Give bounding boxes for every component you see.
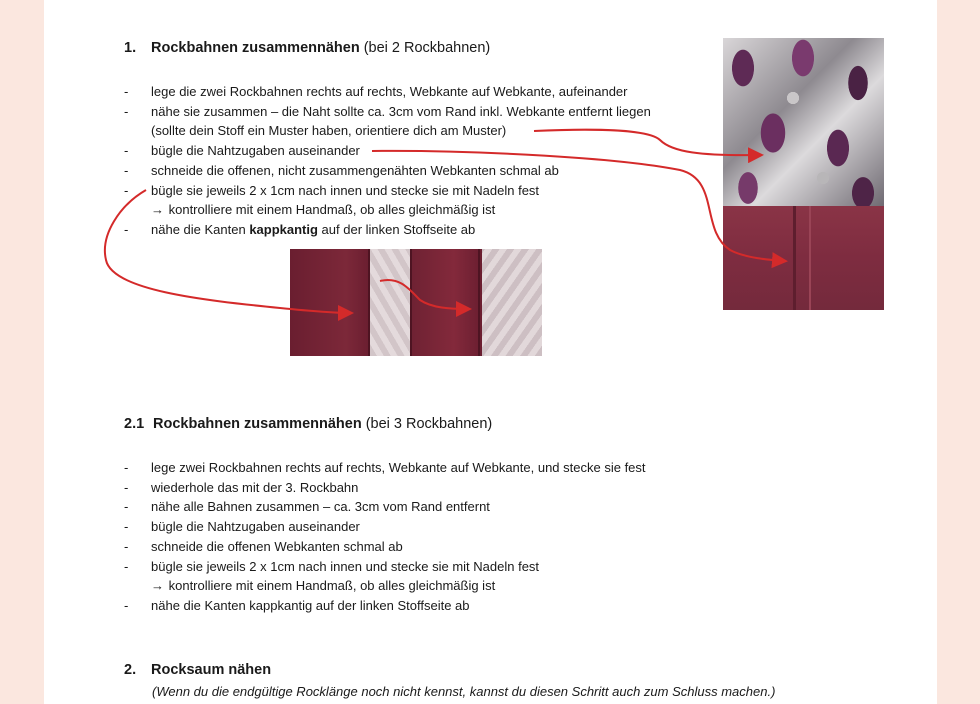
fabric-seam-photo bbox=[723, 38, 884, 310]
list-item: - nähe sie zusammen – die Naht sollte ca. 3cm vom Rand inkl. Webkante entfernt liegen bbox=[124, 103, 651, 119]
section-1-title-bold: Rockbahnen zusammennähen bbox=[151, 40, 360, 56]
list-item-check: → kontrolliere mit einem Handmaß, ob alles gleichmäßig ist bbox=[124, 576, 646, 596]
list-item: - nähe die Kanten kappkantig auf der linken Stoffseite ab bbox=[124, 221, 476, 237]
right-arrow-icon: → bbox=[151, 202, 164, 218]
list-item-continuation: (solltе dein Stoff ein Muster haben, orientiere dich am Muster) bbox=[151, 123, 507, 139]
section-2-1-title-bold: Rockbahnen zusammennähen bbox=[153, 416, 362, 432]
flat-felled-seam-photo bbox=[290, 249, 542, 356]
section-2-1-number: 2.1 bbox=[124, 416, 145, 432]
list-item: - lege zwei Rockbahnen rechts auf rechts, Webkante auf Webkante, und stecke sie fest bbox=[124, 460, 646, 475]
section-2-1-title-rest: (bei 3 Rockbahnen) bbox=[361, 416, 493, 432]
list-item: - nähe die Kanten kappkantig auf der linken Stoffseite ab bbox=[124, 597, 470, 613]
list-item: - lege die zwei Rockbahnen rechts auf rechts, Webkante auf Webkante, aufeinander bbox=[124, 84, 628, 99]
section-2-number: 2. bbox=[124, 662, 137, 678]
section-2-note: (Wenn du die endgültige Rocklänge noch nicht kennst, kannst du diesen Schritt auch zum Schluss machen.) bbox=[152, 684, 776, 699]
section-2-1-title bbox=[124, 416, 492, 432]
section-2-1-list bbox=[124, 458, 646, 616]
plain-fabric-image bbox=[723, 206, 884, 310]
right-arrow-icon: → bbox=[151, 578, 164, 594]
section-2-title-bold: Rocksaum nähen bbox=[151, 662, 272, 678]
section-1-number: 1. bbox=[124, 40, 137, 56]
section-2-title bbox=[124, 662, 271, 678]
list-item: - bügle die Nahtzugaben auseinander bbox=[124, 143, 360, 159]
list-item: - bügle sie jeweils 2 x 1cm nach innen und stecke sie mit Nadeln fest bbox=[124, 558, 540, 574]
list-item: - bügle die Nahtzugaben auseinander bbox=[124, 519, 360, 535]
patterned-fabric-image bbox=[723, 38, 884, 206]
list-item: - schneide die offenen, nicht zusammengenähten Webkanten schmal ab bbox=[124, 162, 559, 178]
list-item: - wiederhole das mit der 3. Rockbahn bbox=[124, 479, 359, 495]
section-1-title-rest: (bei 2 Rockbahnen) bbox=[359, 40, 491, 56]
section-1-list bbox=[124, 82, 651, 240]
list-item-check: → kontrolliere mit einem Handmaß, ob alles gleichmäßig ist bbox=[124, 200, 651, 220]
list-item: - bügle sie jeweils 2 x 1cm nach innen und stecke sie mit Nadeln fest bbox=[124, 182, 540, 198]
list-item: - schneide die offenen Webkanten schmal ab bbox=[124, 538, 403, 554]
section-1-title bbox=[124, 40, 490, 56]
list-item: - nähe alle Bahnen zusammen – ca. 3cm vom Rand entfernt bbox=[124, 499, 490, 515]
